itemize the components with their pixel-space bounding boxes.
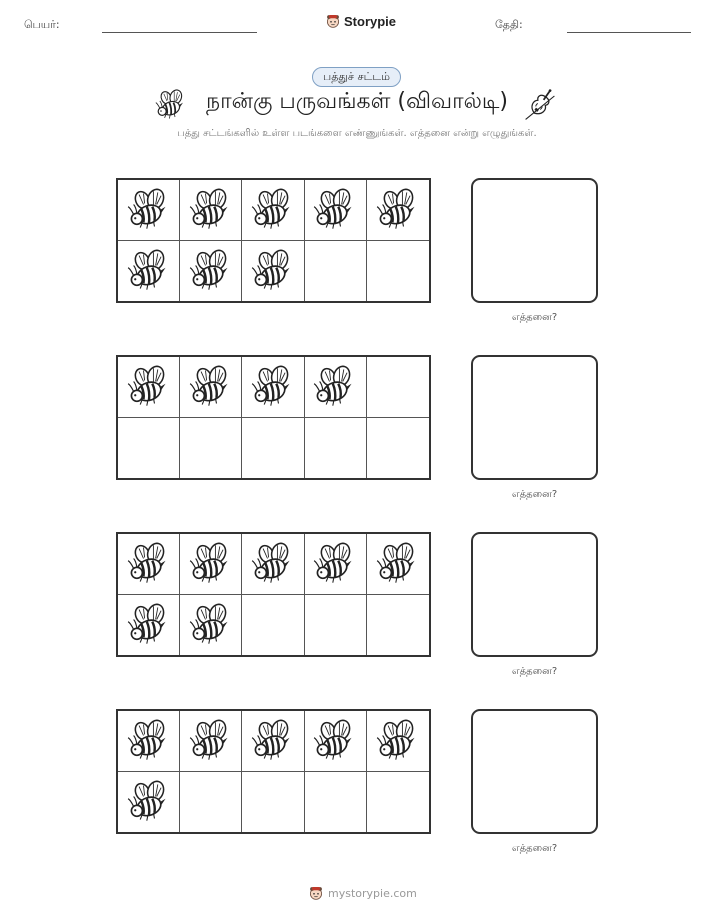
bee-icon — [127, 249, 171, 293]
bee-icon — [127, 719, 171, 763]
ten-frame-cell-filled — [180, 711, 242, 772]
ten-frame-cell-filled — [118, 241, 180, 302]
ten-frame-cell-filled — [180, 241, 242, 302]
ten-frame-cell-filled — [242, 357, 304, 418]
worksheet-type-badge: பத்துச் சட்டம் — [312, 67, 401, 87]
ten-frame-cell-empty — [305, 772, 367, 833]
bee-icon — [251, 365, 295, 409]
bee-icon — [127, 780, 171, 824]
ten-frame-cell-filled — [242, 534, 304, 595]
ten-frame-cell-empty — [367, 595, 429, 656]
ten-frame — [116, 355, 431, 480]
ten-frame-cell-filled — [118, 772, 180, 833]
footer — [308, 885, 417, 901]
ten-frame-cell-filled — [242, 711, 304, 772]
ten-frame-cell-empty — [242, 772, 304, 833]
bee-icon — [127, 542, 171, 586]
ten-frame-cell-filled — [367, 534, 429, 595]
name-input-line[interactable] — [102, 32, 257, 33]
bee-icon — [189, 719, 233, 763]
ten-frame-cell-filled — [367, 180, 429, 241]
bee-icon — [189, 365, 233, 409]
ten-frame-cell-empty — [367, 772, 429, 833]
ten-frame-cell-filled — [180, 357, 242, 418]
bee-icon — [313, 542, 357, 586]
ten-frame-cell-empty — [305, 241, 367, 302]
bee-icon — [251, 542, 295, 586]
ten-frame-cell-empty — [367, 357, 429, 418]
ten-frame-cell-filled — [305, 534, 367, 595]
ten-frame — [116, 709, 431, 834]
bee-icon — [313, 365, 357, 409]
ten-frame-cell-empty — [305, 418, 367, 479]
ten-frame-cell-filled — [180, 534, 242, 595]
answer-label: எத்தனை? — [511, 843, 558, 854]
bee-icon — [313, 188, 357, 232]
bee-icon — [127, 365, 171, 409]
ten-frame-cell-empty — [242, 595, 304, 656]
ten-frame-cell-filled — [367, 711, 429, 772]
bee-icon — [376, 188, 420, 232]
bee-icon — [189, 603, 233, 647]
brand-name: Storypie — [344, 13, 397, 29]
date-input-line[interactable] — [567, 32, 691, 33]
bee-icon — [313, 719, 357, 763]
ten-frame — [116, 178, 431, 303]
ten-frame-cell-empty — [367, 418, 429, 479]
bee-icon — [127, 603, 171, 647]
bee-icon — [189, 542, 233, 586]
ten-frame-cell-filled — [180, 180, 242, 241]
ten-frame-cell-filled — [118, 711, 180, 772]
ten-frame-cell-empty — [180, 772, 242, 833]
bee-icon — [376, 719, 420, 763]
answer-box[interactable] — [471, 709, 598, 834]
ten-frame-cell-filled — [180, 595, 242, 656]
bee-icon — [155, 89, 187, 121]
brand-logo — [325, 13, 396, 29]
ten-frame-cell-filled — [118, 180, 180, 241]
ten-frame-cell-filled — [305, 180, 367, 241]
instructions: பத்து சட்டங்களில் உள்ள படங்களை எண்ணுங்கள். எத்தனை என்று எழுதுங்கள். — [177, 128, 537, 139]
bee-icon — [251, 249, 295, 293]
ten-frame-cell-filled — [118, 534, 180, 595]
ten-frame-cell-filled — [118, 357, 180, 418]
violin-icon — [522, 87, 558, 123]
ten-frame-cell-empty — [242, 418, 304, 479]
ten-frame-cell-empty — [305, 595, 367, 656]
ten-frame-cell-filled — [305, 357, 367, 418]
answer-label: எத்தனை? — [511, 489, 558, 500]
footer-url: mystorypie.com — [328, 886, 417, 900]
ten-frame-cell-empty — [180, 418, 242, 479]
ten-frame-cell-filled — [305, 711, 367, 772]
title-row — [0, 87, 714, 123]
date-label: தேதி: — [495, 18, 523, 31]
bee-icon — [127, 188, 171, 232]
name-label: பெயர்: — [24, 18, 60, 31]
answer-box[interactable] — [471, 355, 598, 480]
bee-icon — [376, 542, 420, 586]
bee-icon — [251, 719, 295, 763]
bee-icon — [189, 249, 233, 293]
ten-frame — [116, 532, 431, 657]
ten-frame-cell-filled — [118, 595, 180, 656]
answer-box[interactable] — [471, 532, 598, 657]
page-title: நான்கு பருவங்கள் (விவால்டி) — [206, 89, 508, 114]
storypie-mascot-icon — [308, 885, 324, 901]
ten-frame-cell-empty — [367, 241, 429, 302]
answer-label: எத்தனை? — [511, 312, 558, 323]
ten-frame-cell-filled — [242, 241, 304, 302]
storypie-mascot-icon — [325, 13, 341, 29]
ten-frame-cell-empty — [118, 418, 180, 479]
answer-box[interactable] — [471, 178, 598, 303]
bee-icon — [251, 188, 295, 232]
bee-icon — [189, 188, 233, 232]
ten-frame-cell-filled — [242, 180, 304, 241]
answer-label: எத்தனை? — [511, 666, 558, 677]
